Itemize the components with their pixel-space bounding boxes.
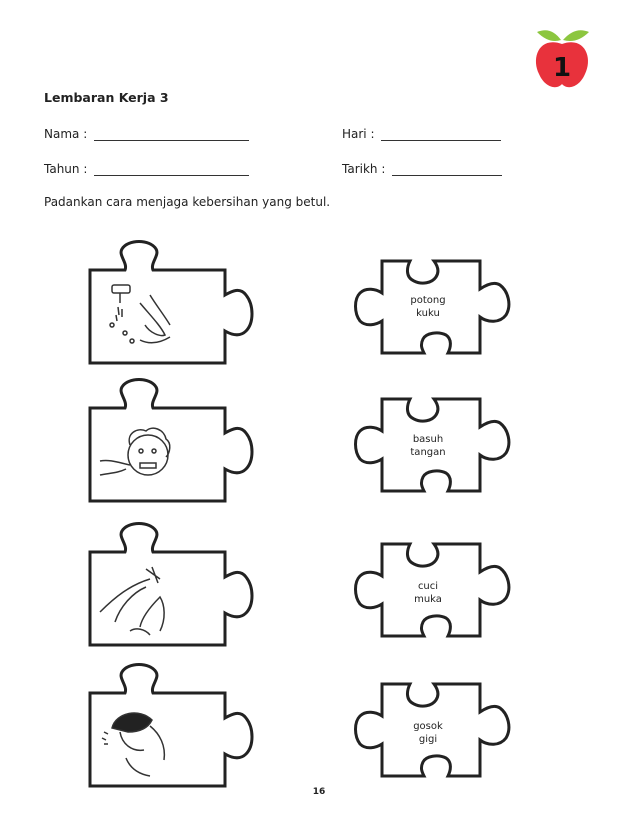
instruction-text: Padankan cara menjaga kebersihan yang betul. — [44, 195, 331, 209]
right-piece-2-line2: tangan — [410, 447, 446, 458]
page-number: 16 — [312, 787, 326, 797]
right-piece-1-line1: potong — [410, 295, 446, 306]
right-piece-4-line1: gosok — [413, 721, 443, 732]
right-piece-1-label — [398, 294, 458, 320]
right-piece-4-label — [398, 720, 458, 746]
right-piece-2-label — [398, 433, 458, 459]
worksheet-title: Lembaran Kerja 3 — [44, 90, 169, 105]
nama-label: Nama : — [44, 127, 88, 141]
right-piece-3-line1: cuci — [417, 581, 439, 592]
right-piece-4-line2: gigi — [418, 734, 438, 745]
left-piece-4[interactable] — [90, 665, 252, 787]
hari-label: Hari : — [342, 127, 375, 141]
left-piece-1[interactable] — [90, 242, 252, 364]
left-piece-2[interactable] — [90, 380, 252, 502]
left-piece-3[interactable] — [90, 524, 252, 646]
right-piece-1-line2: kuku — [416, 308, 440, 319]
tarikh-label: Tarikh : — [342, 162, 386, 176]
right-piece-3-label — [398, 580, 458, 606]
right-piece-3-line2: muka — [414, 594, 442, 605]
right-piece-2-line1: basuh — [412, 434, 444, 445]
tahun-label: Tahun : — [44, 162, 88, 176]
badge-number: 1 — [552, 53, 572, 83]
